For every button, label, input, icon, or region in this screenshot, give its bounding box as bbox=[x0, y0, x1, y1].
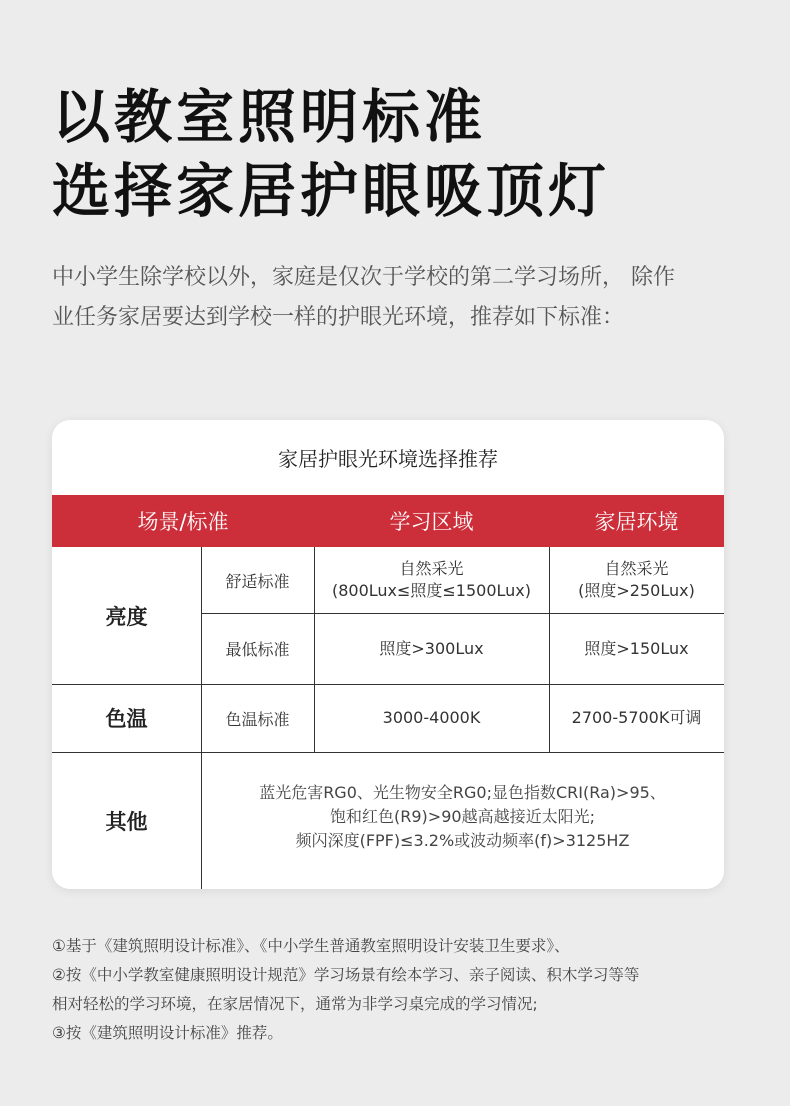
comfort-standard-label: 舒适标准 bbox=[225, 571, 290, 591]
headline-line-2: 选择家居护眼吸顶灯 bbox=[52, 157, 611, 225]
other-line-1: 蓝光危害RG0、光生物安全RG0;显色指数CRI(Ra)>95、 bbox=[259, 783, 666, 802]
color-temp-home-value: 2700-5700K可调 bbox=[571, 708, 702, 727]
intro-line-2: 业任务家居要达到学校一样的护眼光环境，推荐如下标准： bbox=[52, 305, 625, 330]
header-home-environment: 家居环境 bbox=[594, 510, 679, 534]
footnote-line-1: ①基于《建筑照明设计标准》、《中小学生普通教室照明设计安装卫生要求》、 bbox=[52, 937, 570, 955]
recommendation-card bbox=[52, 420, 724, 889]
footnotes bbox=[52, 932, 742, 1048]
intro-paragraph bbox=[52, 258, 742, 338]
color-temp-study-value: 3000-4000K bbox=[382, 708, 481, 727]
footnote-line-3: 相对轻松的学习环境，在家居情况下，通常为非学习桌完成的学习情况; bbox=[52, 995, 538, 1013]
color-temp-standard-label: 色温标准 bbox=[225, 709, 290, 729]
minimum-study-value: 照度>300Lux bbox=[379, 638, 484, 658]
comfort-home-value bbox=[549, 547, 724, 613]
other-line-3: 频闪深度(FPF)≤3.2%或波动频率(f)>3125HZ bbox=[295, 831, 630, 850]
row-group-other: 其他 bbox=[105, 809, 148, 834]
headline bbox=[52, 80, 610, 228]
row-group-color-temperature: 色温 bbox=[105, 707, 148, 731]
other-line-2: 饱和红色(R9)>90越高越接近太阳光; bbox=[330, 807, 595, 826]
footnote-line-2: ②按《中小学教室健康照明设计规范》学习场景有绘本学习、亲子阅读、积木学习等等 bbox=[52, 966, 640, 984]
intro-line-1: 中小学生除学校以外，家庭是仅次于学校的第二学习场所， 除作 bbox=[52, 265, 675, 290]
comfort-home-line-1: 自然采光 bbox=[604, 559, 669, 578]
other-requirements bbox=[201, 752, 724, 882]
headline-line-1: 以教室照明标准 bbox=[52, 83, 487, 151]
header-study-area: 学习区域 bbox=[389, 510, 474, 534]
comfort-study-value bbox=[314, 547, 549, 613]
comfort-study-line-2: (800Lux≤照度≤1500Lux) bbox=[331, 581, 532, 600]
table-header-row bbox=[52, 495, 724, 547]
minimum-standard-label: 最低标准 bbox=[225, 640, 290, 659]
comfort-home-line-2: (照度>250Lux) bbox=[578, 581, 695, 600]
footnote-line-4: ③按《建筑照明设计标准》推荐。 bbox=[52, 1024, 283, 1042]
header-scene-standard: 场景/标准 bbox=[137, 510, 229, 534]
comfort-study-line-1: 自然采光 bbox=[399, 559, 464, 578]
minimum-home-value: 照度>150Lux bbox=[584, 638, 689, 658]
table-title: 家居护眼光环境选择推荐 bbox=[278, 447, 498, 471]
row-group-brightness: 亮度 bbox=[105, 604, 148, 629]
